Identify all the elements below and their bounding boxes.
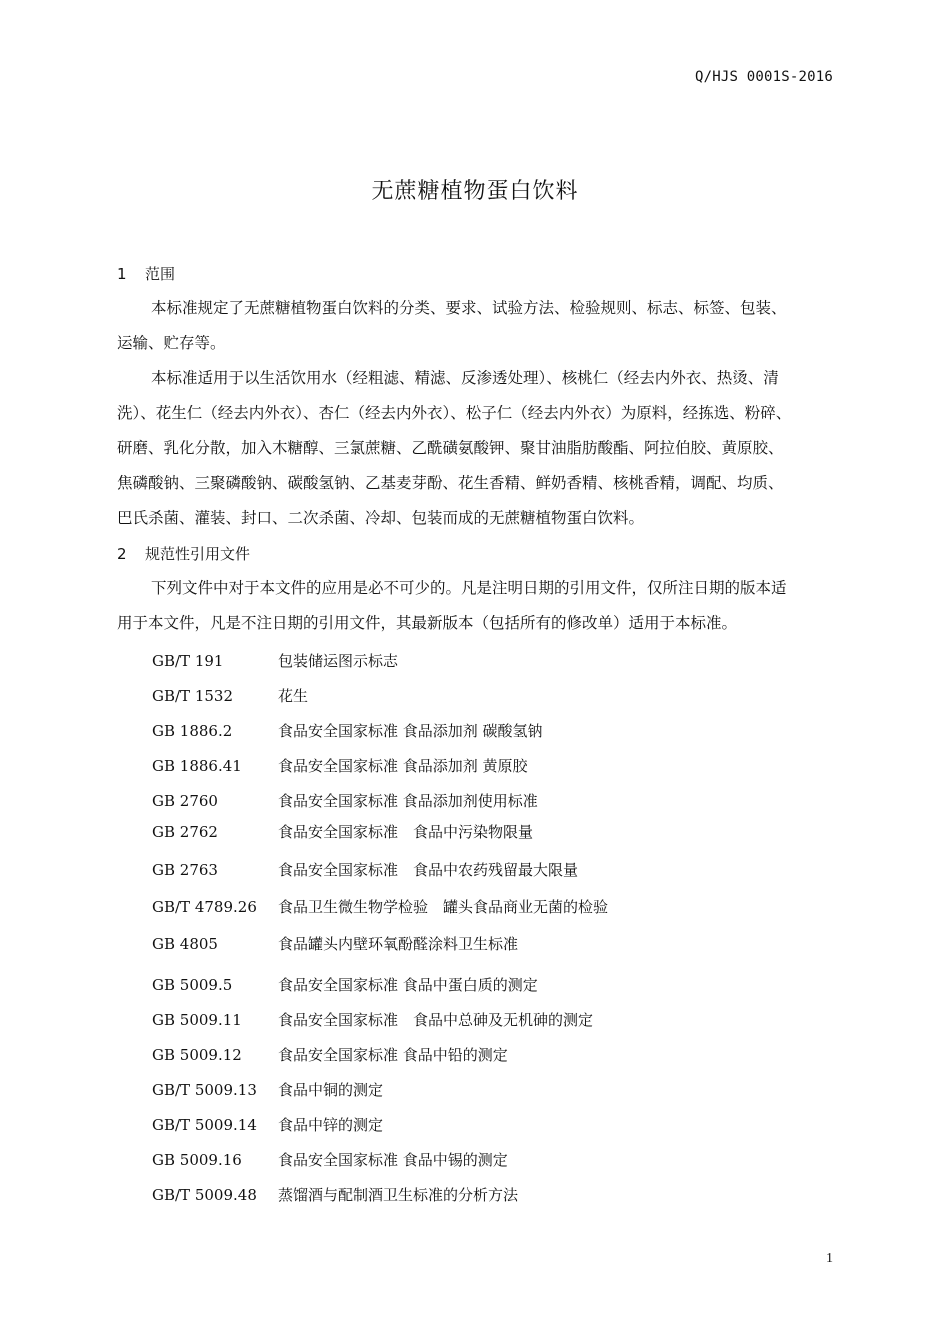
paragraph-line: 研磨、乳化分散，加入木糖醇、三氯蔗糖、乙酰磺氨酸钾、聚甘油脂肪酸酯、阿拉伯胶、黄原胶、	[117, 439, 784, 457]
reference-code: GB 1886.2	[152, 722, 233, 740]
document-title: 无蔗糖植物蛋白饮料	[371, 179, 579, 204]
reference-name: 食品中铜的测定	[278, 1081, 384, 1099]
reference-name: 食品安全国家标准 食品添加剂 碳酸氢钠	[278, 722, 543, 740]
reference-code: GB 1886.41	[152, 757, 242, 775]
paragraph-line: 巴氏杀菌、灌装、封口、二次杀菌、冷却、包装而成的无蔗糖植物蛋白饮料。	[117, 509, 645, 527]
reference-code: GB/T 5009.14	[152, 1116, 257, 1134]
reference-name: 食品安全国家标准 食品中铅的测定	[278, 1046, 508, 1064]
reference-item	[152, 821, 533, 842]
section-number: 2	[117, 545, 127, 563]
reference-name: 食品安全国家标准 食品中蛋白质的测定	[278, 976, 538, 994]
reference-name: 蒸馏酒与配制酒卫生标准的分析方法	[278, 1186, 519, 1204]
section-heading-scope	[117, 263, 175, 284]
reference-code: GB/T 5009.48	[152, 1186, 257, 1204]
reference-name: 花生	[278, 687, 309, 705]
reference-code: GB 2760	[152, 792, 218, 810]
reference-code: GB/T 1532	[152, 687, 234, 705]
reference-name: 包装储运图示标志	[278, 652, 399, 670]
paragraph-line: 下列文件中对于本文件的应用是必不可少的。凡是注明日期的引用文件，仅所注日期的版本适	[151, 579, 787, 597]
paragraph-line: 运输、贮存等。	[117, 334, 226, 352]
reference-item	[152, 1114, 383, 1135]
reference-item	[152, 1184, 518, 1205]
reference-code: GB 2762	[152, 823, 218, 841]
reference-item	[152, 896, 608, 917]
reference-item	[152, 933, 518, 954]
reference-item	[152, 974, 538, 995]
reference-item	[152, 1009, 593, 1030]
paragraph-line: 洗）、花生仁（经去内外衣）、杏仁（经去内外衣）、松子仁（经去内外衣）为原料，经拣选、粉碎、	[117, 404, 792, 422]
reference-code: GB 4805	[152, 935, 218, 953]
reference-code: GB 2763	[152, 861, 218, 879]
paragraph-line: 用于本文件，凡是不注日期的引用文件，其最新版本（包括所有的修改单）适用于本标准。	[117, 614, 738, 632]
page-number: 1	[826, 1251, 833, 1266]
reference-code: GB/T 191	[152, 652, 224, 670]
reference-item	[152, 790, 538, 811]
reference-item	[152, 720, 543, 741]
standard-code: Q/HJS 0001S-2016	[694, 69, 833, 85]
reference-item	[152, 1149, 508, 1170]
paragraph-line: 焦磷酸钠、三聚磷酸钠、碳酸氢钠、乙基麦芽酚、花生香精、鲜奶香精、核桃香精，调配、均质、	[117, 474, 784, 492]
scope-paragraph-1	[117, 291, 833, 361]
reference-name: 食品安全国家标准 食品中总砷及无机砷的测定	[278, 1011, 594, 1029]
reference-item	[152, 1044, 508, 1065]
section-heading-refs	[117, 543, 250, 564]
scope-paragraph-2	[117, 361, 833, 536]
reference-code: GB 5009.12	[152, 1046, 242, 1064]
reference-name: 食品安全国家标准 食品中污染物限量	[278, 823, 534, 841]
paragraph-line: 本标准规定了无蔗糖植物蛋白饮料的分类、要求、试验方法、检验规则、标志、标签、包装、	[151, 299, 787, 317]
reference-name: 食品安全国家标准 食品添加剂使用标准	[278, 792, 538, 810]
section-title: 规范性引用文件	[145, 545, 251, 563]
reference-code: GB 5009.16	[152, 1151, 242, 1169]
section-number: 1	[117, 265, 127, 283]
paragraph-line: 本标准适用于以生活饮用水（经粗滤、精滤、反渗透处理）、核桃仁（经去内外衣、热烫、清	[151, 369, 779, 387]
reference-name: 食品罐头内壁环氧酚醛涂料卫生标准	[278, 935, 519, 953]
reference-name: 食品卫生微生物学检验 罐头食品商业无菌的检验	[278, 898, 609, 916]
reference-name: 食品安全国家标准 食品添加剂 黄原胶	[278, 757, 528, 775]
refs-intro-paragraph	[117, 571, 833, 641]
section-title: 范围	[145, 265, 176, 283]
reference-item	[152, 859, 578, 880]
reference-item	[152, 1079, 383, 1100]
reference-name: 食品中锌的测定	[278, 1116, 384, 1134]
reference-item	[152, 650, 398, 671]
reference-code: GB/T 4789.26	[152, 898, 257, 916]
reference-code: GB 5009.11	[152, 1011, 242, 1029]
reference-code: GB/T 5009.13	[152, 1081, 257, 1099]
reference-code: GB 5009.5	[152, 976, 233, 994]
reference-item	[152, 685, 308, 706]
reference-name: 食品安全国家标准 食品中农药残留最大限量	[278, 861, 579, 879]
reference-name: 食品安全国家标准 食品中锡的测定	[278, 1151, 508, 1169]
reference-item	[152, 755, 528, 776]
